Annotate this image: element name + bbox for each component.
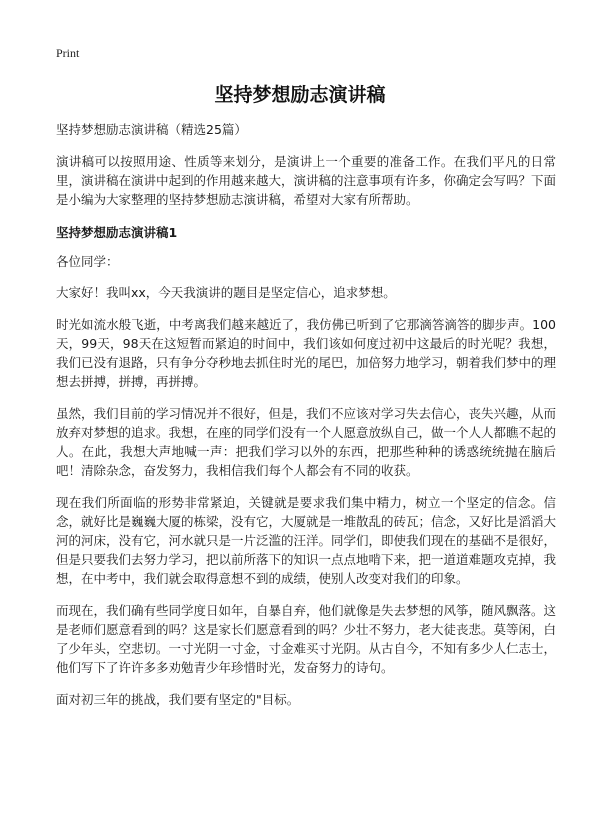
body-paragraph: 大家好！我叫xx，今天我演讲的题目是坚定信心，追求梦想。: [56, 285, 396, 300]
body-paragraph: 面对初三年的挑战，我们要有坚定的"目标。: [56, 692, 300, 707]
salutation: 各位同学：: [56, 254, 119, 269]
page-title: 坚持梦想励志演讲稿: [214, 84, 386, 106]
article-body: [56, 120, 556, 722]
body-paragraph: 而现在，我们确有些同学度日如年，自暴自弃，他们就像是失去梦想的风筝，随风飘落。这是老师们愿意看到的吗？这是家长们愿意看到的吗？少壮不努力，老大徒丧悲。莫等闲，白了少年头，空悲切。一寸光阴一寸金，寸金难买寸光阴。从古自今，不知有多少人仁志士，他们写下了许许多多劝勉青少年珍惜时光，发奋努力的诗句。: [56, 603, 557, 675]
intro-paragraph: 演讲稿可以按照用途、性质等来划分，是演讲上一个重要的准备工作。在我们平凡的日常里，演讲稿在演讲中起到的作用越来越大，演讲稿的注意事项有许多，你确定会写吗？下面是小编为大家整理的坚持梦想励志演讲稿，希望对大家有所帮助。: [56, 154, 557, 207]
section-heading: 坚持梦想励志演讲稿1: [56, 225, 178, 240]
print-link[interactable]: Print: [56, 46, 80, 60]
body-paragraph: 现在我们所面临的形势非常紧迫，关键就是要求我们集中精力，树立一个坚定的信念。信念，就好比是巍巍大厦的栋梁，没有它，大厦就是一堆散乱的砖瓦；信念，又好比是滔滔大河的河床，没有它，河水就只是一片泛滥的汪洋。同学们，即使我们现在的基础不是很好，但是只要我们去努力学习，把以前所落下的知识一点点地啃下来，把一道道难题攻克掉，我想，在中考中，我们就会取得意想不到的成绩，使别人改变对我们的印象。: [56, 495, 557, 586]
body-paragraph: 时光如流水般飞逝，中考离我们越来越近了，我仿佛已听到了它那滴答滴答的脚步声。100天，99天，98天在这短暂而紧迫的时间中，我们该如何度过初中这最后的时光呢？我想，我们已没有退路，只有争分夺秒地去抓住时光的尾巴，加倍努力地学习，朝着我们梦中的理想去拼搏，拼搏，再拼搏。: [56, 317, 557, 389]
article-subtitle: 坚持梦想励志演讲稿（精选25篇）: [56, 122, 247, 137]
body-paragraph: 虽然，我们目前的学习情况并不很好，但是，我们不应该对学习失去信心，丧失兴趣，从而放弃对梦想的追求。我想，在座的同学们没有一个人愿意放纵自己，做一个人人都瞧不起的人。在此，我想大声地喊一声：把我们学习以外的东西，把那些种种的诱惑统统抛在脑后吧！清除杂念，奋发努力，我相信我们每个人都会有不同的收获。: [56, 406, 557, 478]
